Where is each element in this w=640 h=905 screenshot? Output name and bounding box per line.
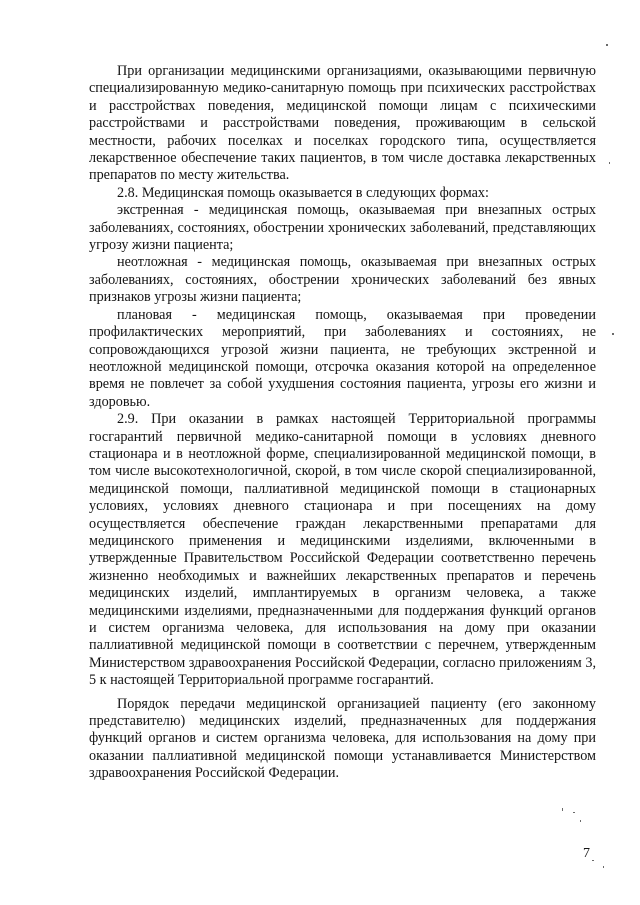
paragraph-forms-heading: 2.8. Медицинская помощь оказывается в следующих формах: xyxy=(117,184,489,201)
paragraph-2-9: 2.9. При оказании в рамках настоящей Территориальной программы госгарантий первичной медико-санитарной помощи в условиях дневного стационара и в неотложной форме, специализированной медицинской помощи, в том числе высокотехнологичной, скорой, в том числе скорой специализированной, медицинской помощи, паллиативной медицинской помощи в стационарных условиях, условиях дневного стационара и при посещениях на дому осуществляется обеспечение граждан лекарственными препаратами для медицинского применения и медицинскими изделиями, включенными в утвержденные Правительством Российской Федерации соответственно перечень жизненно необходимых и важнейших лекарственных препаратов и перечень медицинских изделий, имплантируемых в организм человека, а также медицинскими изделиями, предназначенными для поддержания функций органов и систем организма человека, для использования на дому при оказании паллиативной медицинской помощи в соответствии с перечнем, утвержденным Министерством здравоохранения Российской Федерации, согласно приложениям 3, 5 к настоящей Территориальной программе госгарантий. xyxy=(89,411,596,689)
document-body xyxy=(89,63,596,783)
scan-speck xyxy=(612,333,614,335)
scan-speck xyxy=(592,860,594,861)
scan-speck xyxy=(606,44,608,46)
scan-speck xyxy=(609,162,610,164)
scan-speck xyxy=(580,820,581,822)
page-number: 7 xyxy=(583,846,590,861)
paragraph-urgent: неотложная - медицинская помощь, оказываемая при внезапных острых заболеваниях, состояниях, обострении хронических заболеваний без явных признаков угрозы жизни пациента; xyxy=(89,254,596,306)
paragraph-pharma-supply: При организации медицинскими организациями, оказывающими первичную специализированную медико-санитарную помощь при психических расстройствах и расстройствах поведения, медицинской помощи лицам с психическими расстройствами и расстройствами поведения, проживающим в сельской местности, рабочих поселках и поселках городского типа, осуществляется лекарственное обеспечение таких пациентов, в том числе доставка лекарственных препаратов по месту жительства. xyxy=(89,63,596,184)
paragraph-transfer-procedure: Порядок передачи медицинской организацией пациенту (его законному представителю) медицинских изделий, предназначенных для поддержания функций органов и систем организма человека, для использования на дому при оказании паллиативной медицинской помощи устанавливается Министерством здравоохранения Российской Федерации. xyxy=(89,695,596,782)
paragraph-planned: плановая - медицинская помощь, оказываемая при проведении профилактических мероприятий, при заболеваниях и состояниях, не сопровождающихся угрозой жизни пациента, не требующих экстренной и неотложной медицинской помощи, отсрочка оказания которой на определенное время не повлечет за собой ухудшения состояния пациента, угрозы его жизни и здоровью. xyxy=(89,306,596,410)
scan-speck xyxy=(562,808,563,811)
scan-speck xyxy=(603,866,604,868)
paragraph-emergency: экстренная - медицинская помощь, оказываемая при внезапных острых заболеваниях, состояниях, обострении хронических заболеваний, представляющих угрозу жизни пациента; xyxy=(89,202,596,254)
scan-speck xyxy=(573,812,575,813)
